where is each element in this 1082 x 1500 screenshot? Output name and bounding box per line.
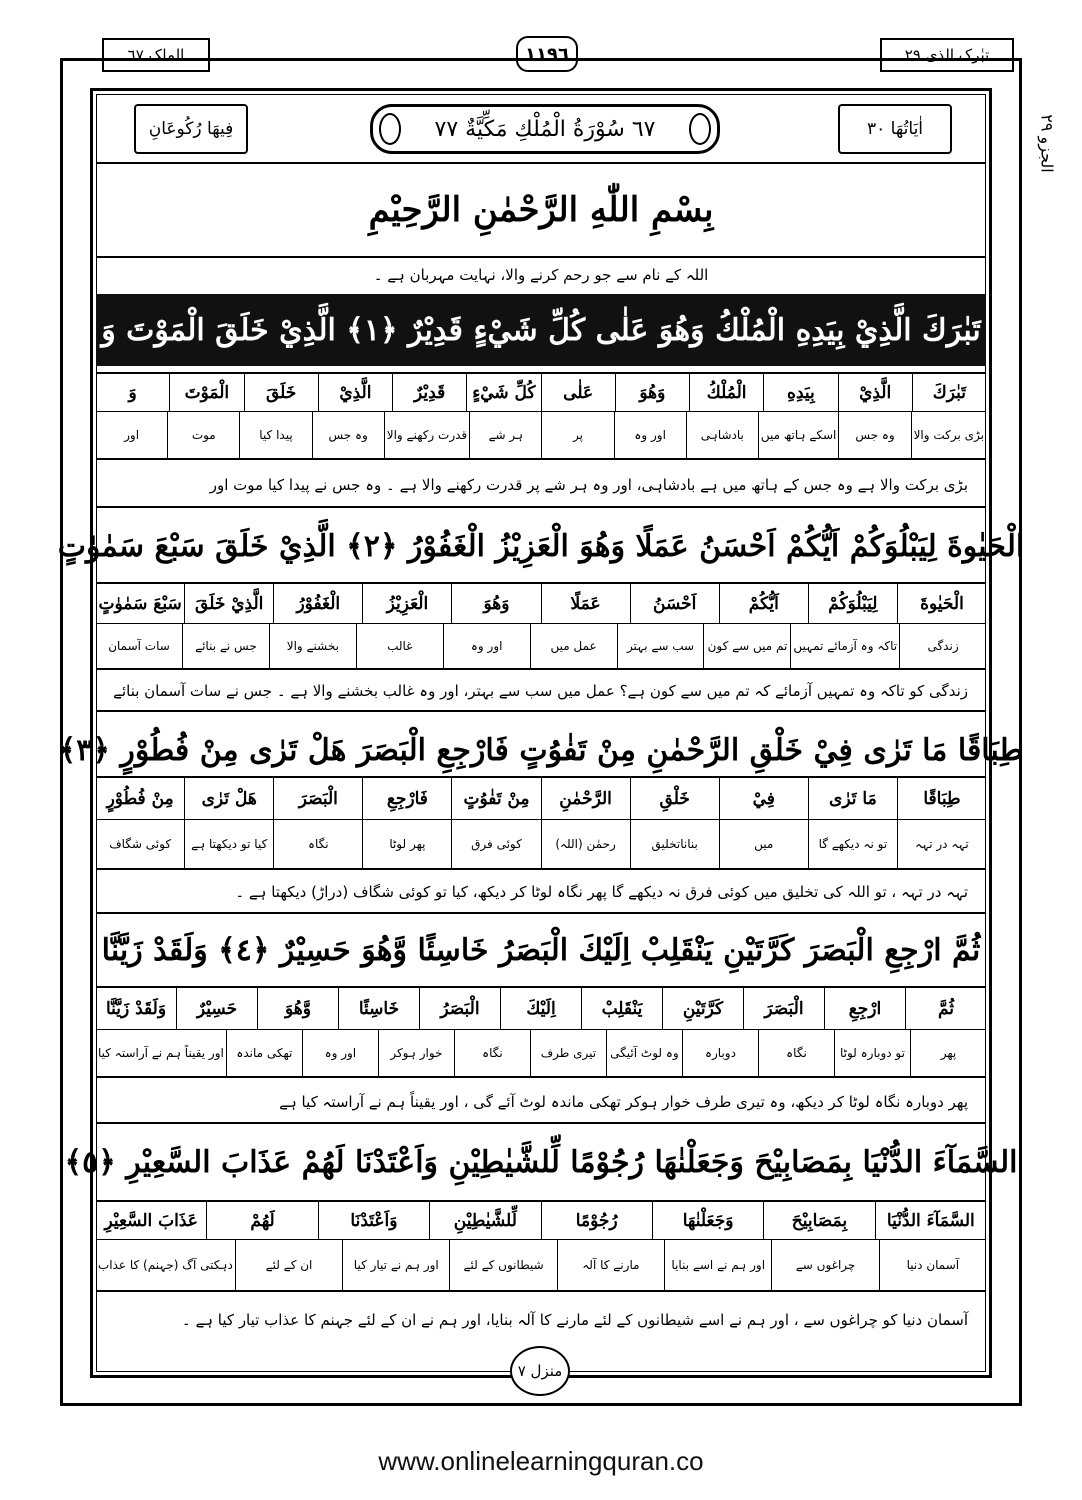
ayah-line: ثُمَّ ارْجِعِ الْبَصَرَ كَرَّتَيْنِ يَنْقَلِبْ اِلَيْكَ الْبَصَرُ خَاسِئًا وَّهُوَ حَسِيْرٌ ﴿٤﴾ وَلَقَدْ زَيَّنَّا (101, 932, 981, 968)
arabic-word: طِبَاقًا (897, 778, 986, 819)
word-meaning: موت (167, 412, 239, 458)
footer-url[interactable]: www.onlinelearningquran.co (378, 1446, 704, 1476)
header-right-label: تبٰرک الذی ٢٩ (880, 38, 1014, 72)
arabic-word: الْبَصَرَ (743, 988, 824, 1029)
word-meaning: بخشنے والا (269, 624, 356, 668)
ayah-line: تَبٰرَكَ الَّذِيْ بِيَدِهِ الْمُلْكُ وَهُوَ عَلٰى كُلِّ شَيْءٍ قَدِيْرٌ ﴿١﴾ الَّذِيْ خَلَقَ الْمَوْتَ وَ (96, 294, 986, 366)
arabic-word: عَمَلًا (541, 584, 630, 623)
word-meaning: تہہ در تہہ (897, 820, 986, 868)
word-meaning: سب سے بہتر (617, 624, 704, 668)
word-meaning: میں (719, 820, 808, 868)
word-meaning: وہ لوٹ آئیگی (606, 1030, 682, 1076)
word-meaning: پھر لوٹا (362, 820, 451, 868)
translation-line: پھر دوبارہ نگاہ لوٹا کر دیکھ، وہ تیری طرف خوار ہوکر تھکی ماندہ لوٹ آئے گی ، اور یقیناً ہم نے آراستہ کیا ہے (279, 1093, 968, 1111)
word-meaning: نگاہ (273, 820, 362, 868)
word-meaning: آسمان دنیا (879, 1240, 986, 1290)
arabic-word: بِمَصَابِيْحَ (763, 1202, 874, 1239)
arabic-word: الَّذِيْ (838, 374, 912, 411)
arabic-word: قَدِيْرٌ (392, 374, 466, 411)
word-row (96, 582, 986, 624)
word-meaning: بناناتخلیق (630, 820, 719, 868)
surah-ruku-count: فِيهَا رُكُوعَانِ (134, 104, 248, 154)
word-meaning: جس نے بنائے (182, 624, 269, 668)
word-meaning: تاکہ وہ آزمائے تمہیں (790, 624, 899, 668)
meaning-row (96, 1030, 986, 1078)
arabic-word: مَا تَرٰى (808, 778, 897, 819)
meaning-row (96, 412, 986, 460)
word-meaning: اسکے ہاتھ میں (758, 412, 838, 458)
header-left-label: الملک ٦٧ (102, 38, 210, 72)
word-meaning: کوئی فرق (451, 820, 540, 868)
bismillah: بِسْمِ اللّٰهِ الرَّحْمٰنِ الرَّحِيْمِ (368, 190, 714, 230)
arabic-word: خَلْقِ (630, 778, 719, 819)
word-meaning: اور (124, 428, 140, 442)
word-meaning: تو نہ دیکھے گا (808, 820, 897, 868)
arabic-word: السَّمَآءَ الدُّنْيَا (875, 1202, 986, 1239)
arabic-word: بِيَدِهِ (763, 374, 837, 411)
arabic-word: مِنْ تَفٰوُتٍ (451, 778, 540, 819)
arabic-word: لِيَبْلُوَكُمْ (808, 584, 897, 623)
arabic-word: وَّهُوَ (257, 988, 338, 1029)
surah-title: ٦٧ سُوْرَةُ الْمُلْكِ مَكِّيَّةٌ ٧٧ (370, 104, 720, 154)
translation-line: بڑی برکت والا ہے وہ جس کے ہاتھ میں ہے بادشاہی، اور وہ ہر شے پر قدرت رکھنے والا ہے ۔ وہ جس نے پیدا کیا موت اور (209, 476, 968, 494)
arabic-word: الرَّحْمٰنِ (541, 778, 630, 819)
word-meaning: پیدا کیا (239, 412, 311, 458)
side-juz-label: الجزو ٢٩ (1037, 113, 1057, 173)
word-meaning: قدرت رکھنے والا (384, 412, 469, 458)
bismillah-translation: اللہ کے نام سے جو رحم کرنے والا، نہایت مہربان ہے ۔ (373, 266, 709, 284)
arabic-word: الَّذِيْ خَلَقَ (184, 584, 273, 623)
arabic-word: فَارْجِعِ (362, 778, 451, 819)
word-meaning: بادشاہی (686, 412, 758, 458)
arabic-word: وَهُوَ (451, 584, 540, 623)
arabic-word: الَّذِيْ (318, 374, 392, 411)
arabic-word: وَاَعْتَدْنَا (318, 1202, 429, 1239)
arabic-word: اَحْسَنُ (630, 584, 719, 623)
word-meaning: نگاہ (758, 1030, 834, 1076)
word-meaning: رحمٰن (اللہ) (541, 820, 630, 868)
word-row (96, 1200, 986, 1240)
divider (96, 1122, 986, 1124)
translation-line: آسمان دنیا کو چراغوں سے ، اور ہم نے اسے شیطانوں کے لئے مارنے کا آلہ بنایا، اور ہم نے ان کے لئے جہنم کا عذاب تیار کیا ہے ۔ (181, 1311, 968, 1329)
word-meaning: مارنے کا آلہ (557, 1240, 664, 1290)
arabic-word: عَلٰى (541, 374, 615, 411)
arabic-word: كُلِّ شَيْءٍ (466, 374, 540, 411)
word-meaning: خوار ہوکر (378, 1030, 454, 1076)
page-number: ١١٩٦ (516, 36, 578, 72)
word-meaning: عمل میں (530, 624, 617, 668)
word-meaning: سات آسمان (108, 639, 170, 653)
arabic-word: وَلَقَدْ زَيَّنَّا (105, 998, 167, 1019)
arabic-word: ثُمَّ (905, 988, 986, 1029)
translation-line: تہہ در تہہ ، تو اللہ کی تخلیق میں کوئی فرق نہ دیکھے گا پھر نگاہ لوٹا کر دیکھ، کیا تو کوئی شگاف (دراڑ) دیکھتا ہے ۔ (235, 883, 968, 901)
arabic-word: اَيُّكُمْ (719, 584, 808, 623)
arabic-word: لَهُمْ (206, 1202, 317, 1239)
arabic-word: مِنْ فُطُوْرٍ (106, 788, 174, 809)
ayah-line: الْحَيٰوةَ لِيَبْلُوَكُمْ اَيُّكُمْ اَحْسَنُ عَمَلًا وَهُوَ الْعَزِيْزُ الْغَفُوْرُ ﴿٢﴾ الَّذِيْ خَلَقَ سَبْعَ سَمٰوٰتٍ (57, 528, 1025, 564)
word-row (96, 986, 986, 1030)
word-meaning: نگاہ (454, 1030, 530, 1076)
word-meaning: وہ جس (312, 412, 384, 458)
surah-ayah-count: اٰيَاتُهَا ٣٠ (838, 104, 952, 154)
manzil-badge: منزل ٧ (510, 1346, 570, 1396)
word-meaning: تیری طرف (530, 1030, 606, 1076)
word-meaning: غالب (356, 624, 443, 668)
arabic-word: سَبْعَ سَمٰوٰتٍ (98, 593, 182, 614)
word-meaning: کیا تو دیکھتا ہے (184, 820, 273, 868)
word-meaning: اور ہم نے تیار کیا (342, 1240, 449, 1290)
word-meaning: اور وہ (443, 624, 530, 668)
word-meaning: بڑی برکت والا (911, 412, 986, 458)
arabic-word: يَنْقَلِبْ (581, 988, 662, 1029)
arabic-word: ارْجِعِ (824, 988, 905, 1029)
word-meaning: دوبارہ (682, 1030, 758, 1076)
word-meaning: تو دوبارہ لوٹا (834, 1030, 910, 1076)
word-meaning: کوئی شگاف (109, 837, 172, 851)
word-meaning: پر (541, 412, 613, 458)
arabic-word: خَلَقَ (244, 374, 318, 411)
arabic-word: الْبَصَرَ (273, 778, 362, 819)
word-meaning: ہر شے (469, 412, 541, 458)
word-row (96, 776, 986, 820)
arabic-word: الْعَزِيْزُ (362, 584, 451, 623)
ayah-line: السَّمَآءَ الدُّنْيَا بِمَصَابِيْحَ وَجَعَلْنٰهَا رُجُوْمًا لِّلشَّيٰطِيْنِ وَاَعْتَدْنَا لَهُمْ عَذَابَ السَّعِيْرِ ﴿٥﴾ (64, 1144, 1018, 1180)
word-meaning: تھکی ماندہ (226, 1030, 302, 1076)
arabic-word: كَرَّتَيْنِ (662, 988, 743, 1029)
divider (96, 506, 986, 508)
arabic-word: هَلْ تَرٰى (184, 778, 273, 819)
word-meaning: اور یقیناً ہم نے آراستہ کیا (97, 1046, 224, 1060)
word-meaning: شیطانوں کے لئے (449, 1240, 556, 1290)
arabic-word: خَاسِئًا (338, 988, 419, 1029)
arabic-word: الْبَصَرُ (419, 988, 500, 1029)
word-meaning: ان کے لئے (235, 1240, 342, 1290)
meaning-row (96, 820, 986, 870)
arabic-word: الْمُلْكُ (689, 374, 763, 411)
arabic-word: وَجَعَلْنٰهَا (652, 1202, 763, 1239)
word-meaning: پھر (910, 1030, 986, 1076)
arabic-word: حَسِيْرٌ (176, 988, 257, 1029)
ayah-line: طِبَاقًا مَا تَرٰى فِيْ خَلْقِ الرَّحْمٰنِ مِنْ تَفٰوُتٍ فَارْجِعِ الْبَصَرَ هَلْ تَرٰى مِنْ فُطُوْرٍ ﴿٣﴾ (58, 732, 1024, 768)
word-meaning: وہ جس (838, 412, 910, 458)
word-meaning: تم میں سے کون (703, 624, 790, 668)
arabic-word: وَ (128, 382, 137, 403)
word-meaning: اور ہم نے اسے بنایا (664, 1240, 771, 1290)
word-row (96, 372, 986, 412)
word-meaning: اور وہ (302, 1030, 378, 1076)
arabic-word: الْحَيٰوةَ (897, 584, 986, 623)
divider (96, 710, 986, 712)
word-meaning: دہکتی آگ (جہنم) کا عذاب (97, 1258, 233, 1272)
arabic-word: الْمَوْتَ (169, 374, 243, 411)
arabic-word: رُجُوْمًا (541, 1202, 652, 1239)
word-meaning: چراغوں سے (771, 1240, 878, 1290)
word-meaning: اور وہ (614, 412, 686, 458)
arabic-word: فِيْ (719, 778, 808, 819)
divider (96, 256, 986, 258)
arabic-word: لِّلشَّيٰطِيْنِ (429, 1202, 540, 1239)
translation-line: زندگی کو تاکہ وہ تمہیں آزمائے کہ تم میں سے کون ہے؟ عمل میں سب سے بہتر، اور وہ غالب بخشنے والا ہے ۔ جس نے سات آسمان بنائے (113, 682, 968, 700)
arabic-word: عَذَابَ السَّعِيْرِ (104, 1210, 198, 1231)
meaning-row (96, 624, 986, 670)
word-meaning: زندگی (899, 624, 986, 668)
meaning-row (96, 1240, 986, 1292)
arabic-word: تَبٰرَكَ (912, 374, 986, 411)
arabic-word: اِلَيْكَ (500, 988, 581, 1029)
arabic-word: الْغَفُوْرُ (273, 584, 362, 623)
arabic-word: وَهُوَ (615, 374, 689, 411)
